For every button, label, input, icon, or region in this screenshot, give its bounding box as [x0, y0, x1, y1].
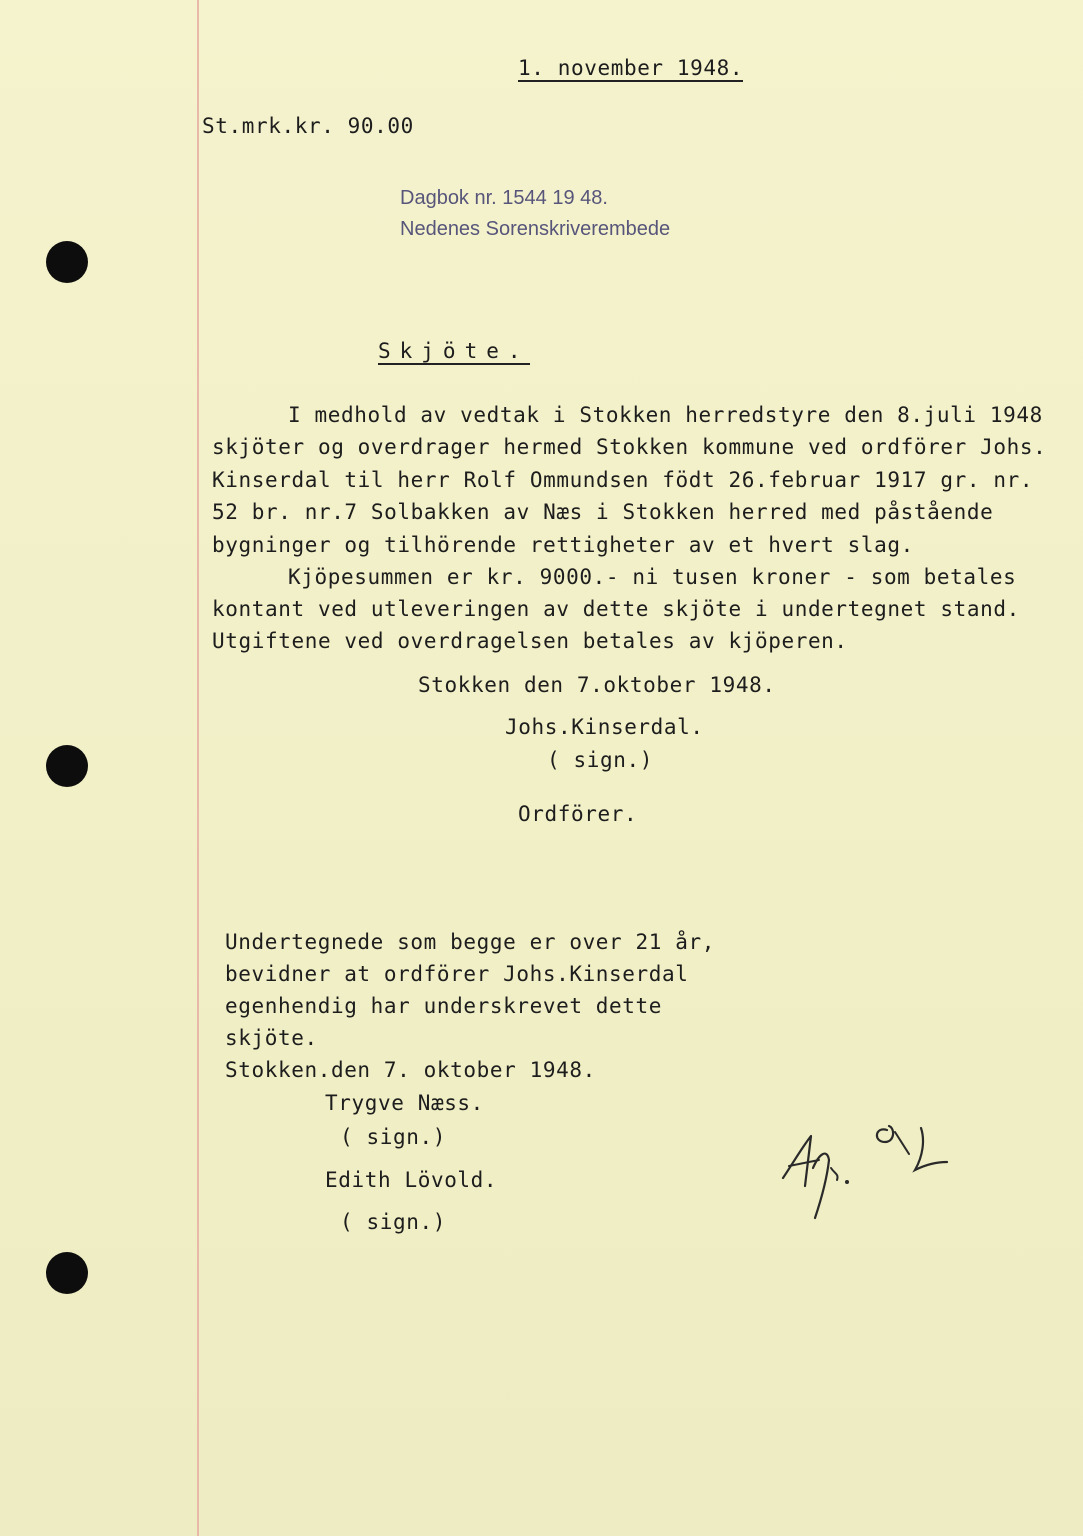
body-line: Utgiftene ved overdragelsen betales av kjöperen.: [212, 629, 848, 653]
margin-rule: [197, 0, 199, 1536]
witness1-name: Trygve Næss.: [325, 1091, 484, 1115]
witness2-name: Edith Lövold.: [325, 1168, 498, 1192]
document-title: Skjöte.: [378, 339, 530, 363]
issue-place-date: Stokken den 7.oktober 1948.: [418, 673, 776, 697]
witness-line: skjöte.: [225, 1026, 318, 1050]
body-line: skjöter og overdrager hermed Stokken kommune ved ordförer Johs.: [212, 435, 1047, 459]
handwritten-note: [775, 1108, 965, 1223]
body-line: Kjöpesummen er kr. 9000.- ni tusen kroner - som betales: [288, 565, 1017, 589]
issue-role: Ordförer.: [518, 802, 638, 826]
issue-sign-mark: ( sign.): [547, 748, 653, 772]
witness-line: egenhendig har underskrevet dette: [225, 994, 663, 1018]
body-line: bygninger og tilhörende rettigheter av et hvert slag.: [212, 533, 914, 557]
punch-hole-bottom: [46, 1252, 88, 1294]
witness-line: Undertegnede som begge er over 21 år,: [225, 930, 715, 954]
punch-hole-top: [46, 241, 88, 283]
witness-line: bevidner at ordförer Johs.Kinserdal: [225, 962, 689, 986]
issue-signer: Johs.Kinserdal.: [505, 715, 704, 739]
witness2-sign-mark: ( sign.): [340, 1210, 446, 1234]
body-line: 52 br. nr.7 Solbakken av Næs i Stokken herred med påstående: [212, 500, 994, 524]
body-line: I medhold av vedtak i Stokken herredstyre den 8.juli 1948: [288, 403, 1043, 427]
witness-place-date: Stokken.den 7. oktober 1948.: [225, 1058, 596, 1082]
body-line: kontant ved utleveringen av dette skjöte i undertegnet stand.: [212, 597, 1020, 621]
registry-stamp-line1: Dagbok nr. 1544 19 48.: [400, 187, 608, 209]
stamp-fee: St.mrk.kr. 90.00: [202, 114, 414, 138]
registry-stamp-line2: Nedenes Sorenskriverembede: [400, 218, 671, 240]
punch-hole-middle: [46, 745, 88, 787]
document-date: 1. november 1948.: [518, 56, 744, 80]
body-line: Kinserdal til herr Rolf Ommundsen födt 26.februar 1917 gr. nr.: [212, 468, 1034, 492]
witness1-sign-mark: ( sign.): [340, 1125, 446, 1149]
